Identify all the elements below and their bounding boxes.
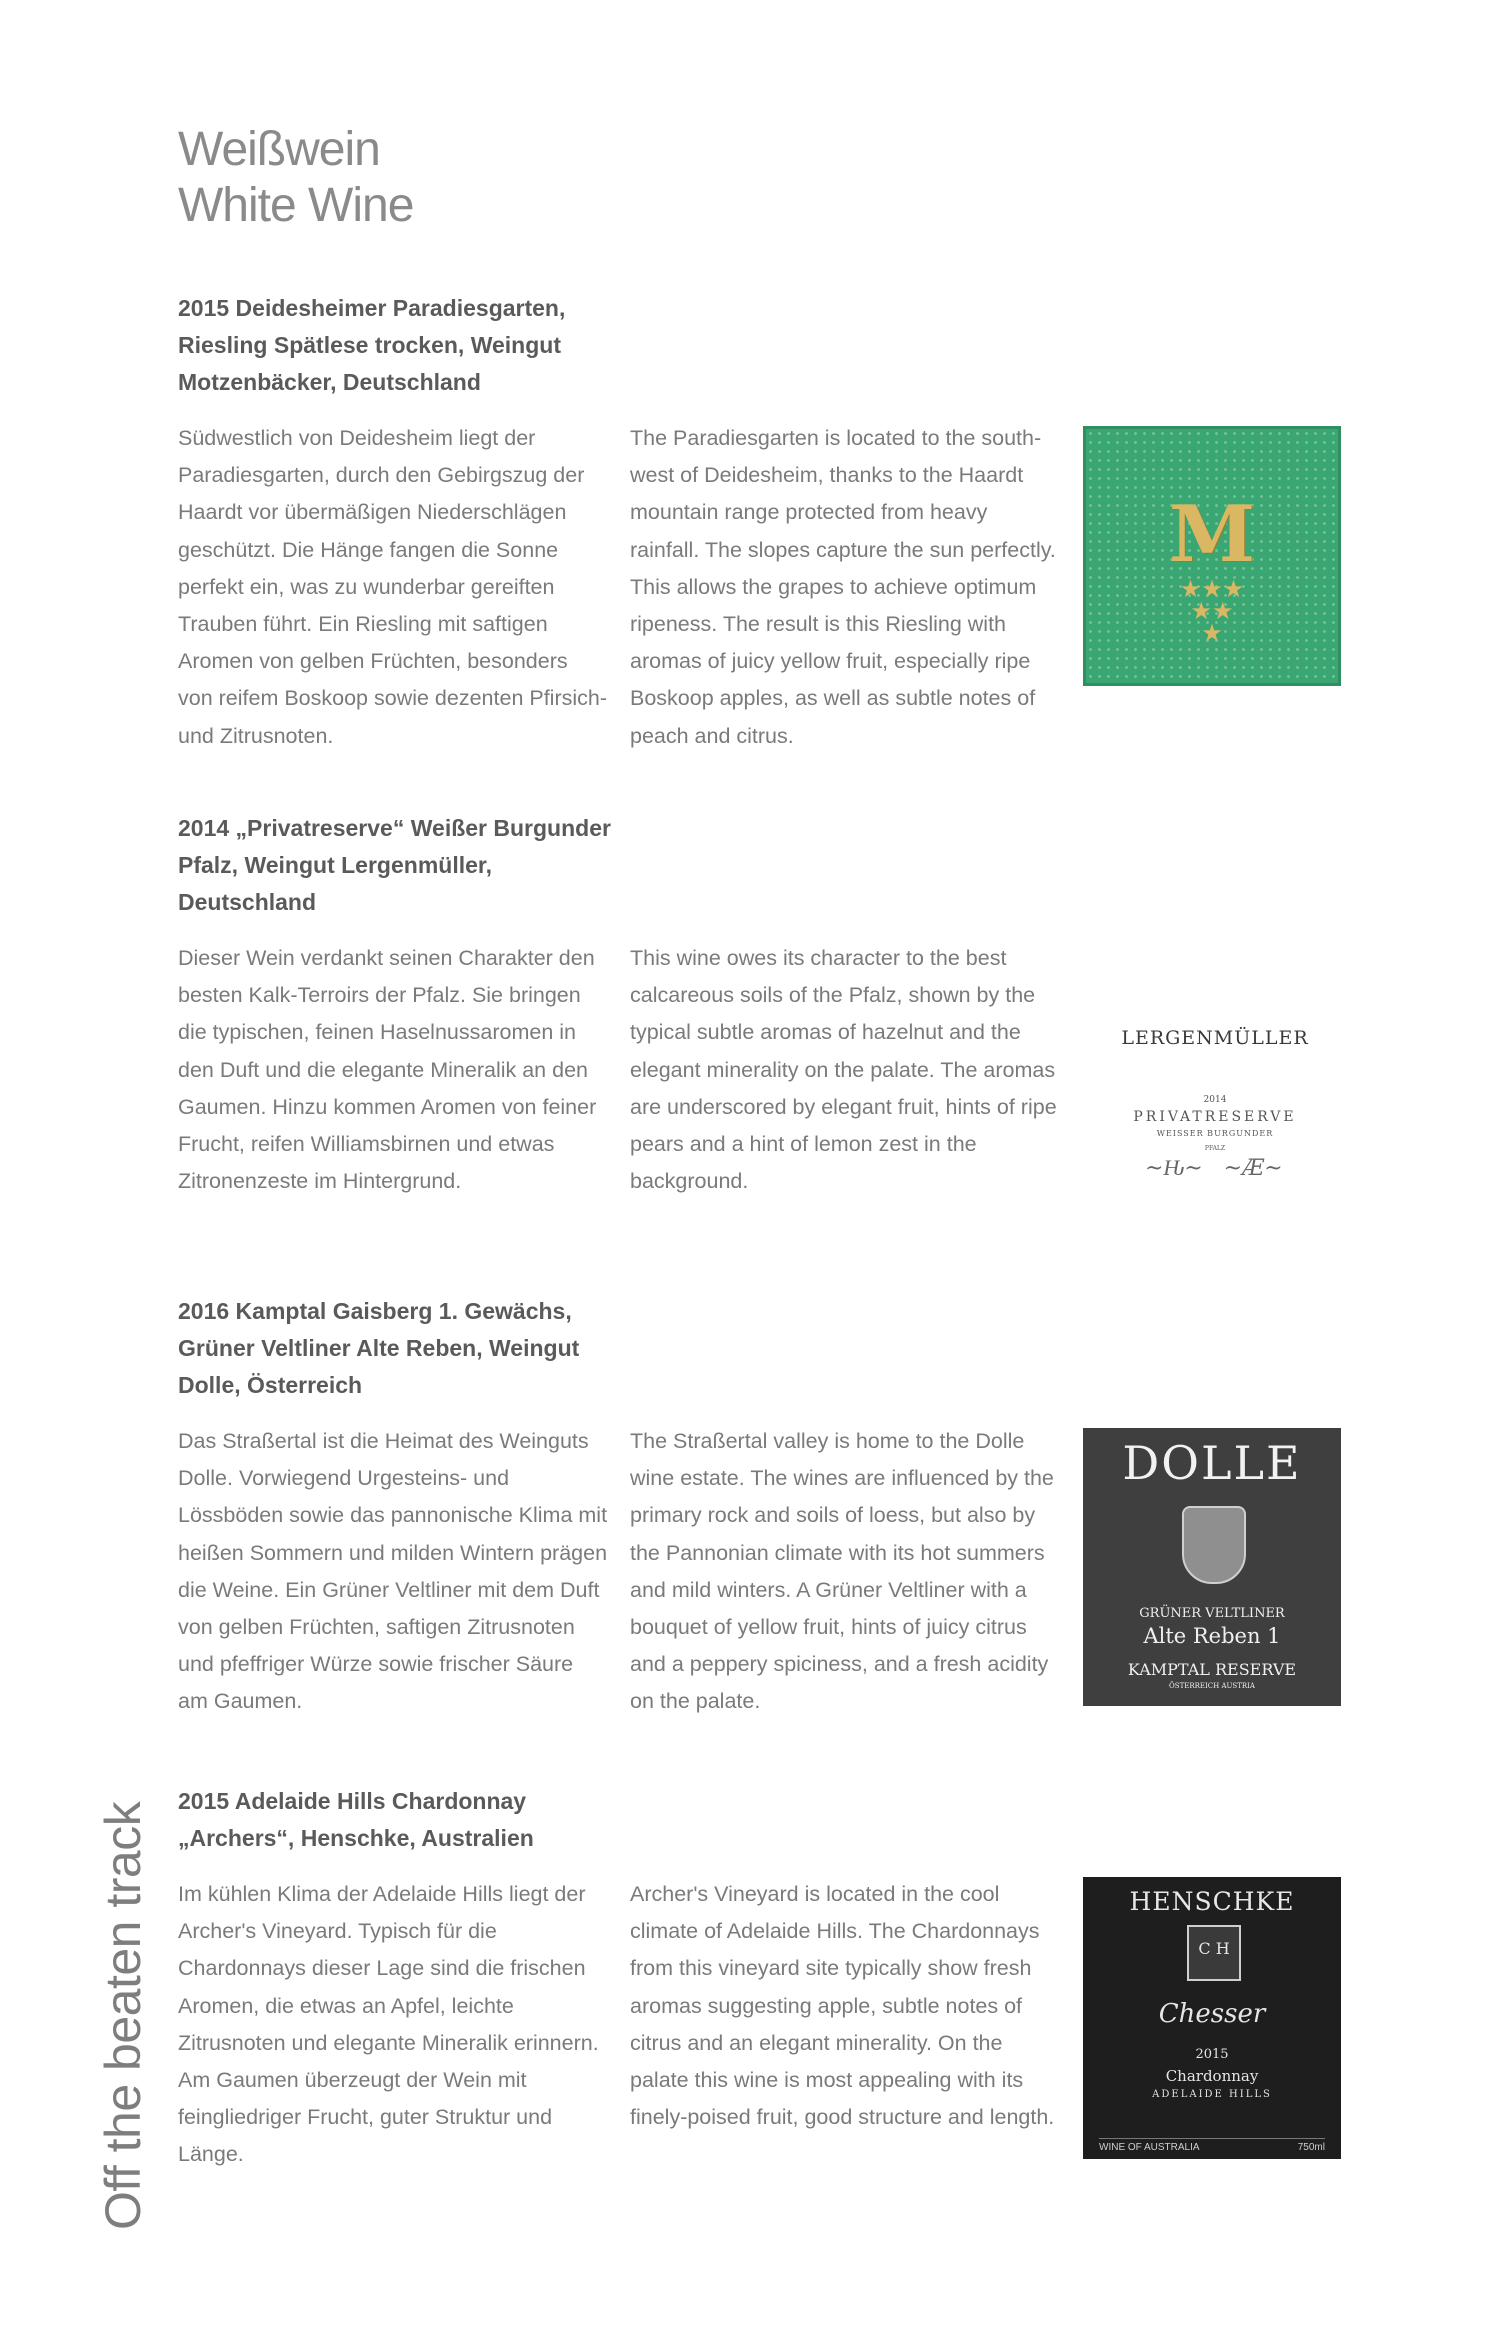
wine-label-henschke: HENSCHKE C H Chesser 2015 Chardonnay ADELAIDE HILLS WINE OF AUSTRALIA 750ml	[1083, 1877, 1341, 2159]
label-brand: LERGENMÜLLER	[1121, 1027, 1309, 1049]
crest-icon: C H	[1187, 1925, 1241, 1981]
wine-title: 2015 Adelaide Hills Chardonnay „Archers“, Henschke, Australien	[178, 1788, 534, 1851]
wine-title: 2015 Deidesheimer Paradiesgarten, Riesling Spätlese trocken, Weingut Motzenbäcker, Deutschland	[178, 295, 566, 395]
signature-icon: ~Ԋ~ ~Æ~	[1145, 1156, 1283, 1181]
description-english: The Straßertal valley is home to the Dolle wine estate. The wines are influenced by the primary rock and soils of loess, but also by the Pannonian climate with its hot summers and mild winters. A Grüner Veltliner with a bouquet of yellow fruit, hints of juicy citrus and a peppery spiciness, and a fresh acidity on the palate.	[630, 1429, 1054, 1714]
crest-icon	[1182, 1506, 1246, 1584]
description-english: Archer's Vineyard is located in the cool climate of Adelaide Hills. The Chardonnays from this vineyard site typically show fresh aromas suggesting apple, subtle notes of citrus and an elegant minerality. On the palate this wine is most appealing with its finely-poised fruit, good structure and length.	[630, 1882, 1055, 2130]
description-german: Südwestlich von Deidesheim liegt der Paradiesgarten, durch den Gebirgszug der Haardt vor übermäßigen Niederschlägen geschützt. Die Hänge fangen die Sonne perfekt ein, was zu wunderbar gereiften Trauben führt. Ein Riesling mit saftigen Aromen von gelben Früchten, besonders von reifem Boskoop sowie dezenten Pfirsich- und Zitrusnoten.	[178, 426, 608, 748]
page-heading	[178, 122, 413, 234]
heading-english: White Wine	[178, 179, 414, 232]
label-stars: ★★★ ★★ ★	[1179, 576, 1245, 647]
label-brand: HENSCHKE	[1129, 1887, 1295, 1916]
heading-german: Weißwein	[178, 123, 380, 176]
wine-label-motzenbaecker	[1083, 426, 1341, 686]
wine-title: 2016 Kamptal Gaisberg 1. Gewächs, Grüner Veltliner Alte Reben, Weingut Dolle, Österreich	[178, 1298, 580, 1398]
description-english: The Paradiesgarten is located to the south-west of Deidesheim, thanks to the Haardt mountain range protected from heavy rainfall. The slopes capture the sun perfectly. This allows the grapes to achieve optimum ripeness. The result is this Riesling with aromas of juicy yellow fruit, especially ripe Boskoop apples, as well as subtle notes of peach and citrus.	[630, 426, 1056, 748]
label-brand: DOLLE	[1122, 1436, 1302, 1490]
description-german: Das Straßertal ist die Heimat des Weinguts Dolle. Vorwiegend Urgesteins- und Lössböden sowie das pannonische Klima mit heißen Sommern und milden Wintern prägen die Weine. Ein Grüner Veltliner mit dem Duft von gelben Früchten, saftigen Zitrusnoten und pfeffriger Würze sowie frischer Säure am Gaumen.	[178, 1429, 608, 1714]
section-tab-text: Off the beaten track	[95, 1801, 151, 2230]
wine-label-lergenmueller: LERGENMÜLLER 2014 PRIVATRESERVE WEISSER BURGUNDER PFALZ ~Ԋ~ ~Æ~	[1105, 1015, 1325, 1195]
wine-entry-1	[178, 290, 1338, 748]
wine-label-dolle: DOLLE GRÜNER VELTLINER Alte Reben 1 KAMPTAL RESERVE ÖSTERREICH AUSTRIA	[1083, 1428, 1341, 1706]
description-german: Im kühlen Klima der Adelaide Hills liegt der Archer's Vineyard. Typisch für die Chardonnays dieser Lage sind die frischen Aromen, die etwas an Apfel, leichte Zitrusnoten und elegante Mineralik erinnern. Am Gaumen überzeugt der Wein mit feingliedriger Frucht, guter Struktur und Länge.	[178, 1882, 599, 2167]
label-footer: WINE OF AUSTRALIA 750ml	[1099, 2138, 1325, 2153]
wine-title: 2014 „Privatreserve“ Weißer Burgunder Pfalz, Weingut Lergenmüller, Deutschland	[178, 815, 611, 915]
description-german: Dieser Wein verdankt seinen Charakter den besten Kalk-Terroirs der Pfalz. Sie bringen die typischen, feinen Haselnussaromen in den Duft und die elegante Mineralik an den Gaumen. Hinzu kommen Aromen von feiner Frucht, reifen Williamsbirnen und etwas Zitronenzeste im Hintergrund.	[178, 946, 597, 1194]
label-logo-m: M	[1168, 489, 1256, 580]
description-english: This wine owes its character to the best calcareous soils of the Pfalz, shown by the typical subtle aromas of hazelnut and the elegant minerality on the palate. The aromas are underscored by elegant fruit, hints of ripe pears and a hint of lemon zest in the background.	[630, 946, 1057, 1194]
